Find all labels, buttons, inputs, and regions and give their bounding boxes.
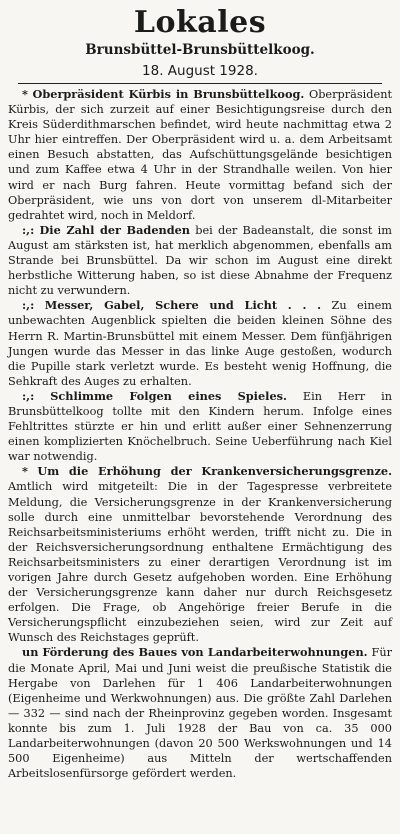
article-headline: Förderung des Baues von Landarbeiterwohnungen. (42, 645, 368, 660)
article-marker: :,: (22, 222, 35, 237)
article-marker: :,: (22, 388, 35, 403)
article-headline: Die Zahl der Badenden (39, 222, 191, 237)
article-body: Für die Monate April, Mai und Juni weist die preußische Statistik die Hergabe von Darlehen für 1 406 Landarbeiterwohnungen (Eigenheime und Werkwohnungen) aus. Die größte Zahl Darlehen — 332 — sind nach der Rheinprovinz gegeben worden. Insgesamt konnte bis zum 1. Juli 1928 der Bau von ca. 35 000 Landarbeiterwohnungen (davon 20 500 Werkswohnungen und 14 500 Eigenheime) aus Mitteln der wertschaffenden Arbeitslosenfürsorge gefördert werden. (8, 646, 393, 781)
article-body: Amtlich wird mitgeteilt: Die in der Tagespresse verbreitete Meldung, die Versicherungsgrenze in der Krankenversicherung solle durch eine unmittelbar bevorstehende Verordnung des Reichsarbeitsministeriums erhöht werden, trifft nicht zu. Die in der Reichsversicherungsordnung enthaltene Ermächtigung des Reichsarbeitsministers zu einer derartigen Verordnung ist im vorigen Jahre durch Gesetz aufgehoben worden. Eine Erhöhung der Versicherungsgrenze kann daher nur durch Reichsgesetz erfolgen. Die Frage, ob Angehörige freier Berufe in die Versicherungspflicht einzubeziehen seien, wird zur Zeit auf Wunsch des Reichstages geprüft. (8, 480, 392, 645)
article-headline: Um die Erhöhung der Krankenversicherungsgrenze. (37, 464, 392, 479)
article-marker: :,: (22, 298, 35, 313)
article-body: Ein Herr in Brunsbüttelkoog tollte mit den Kindern herum. Infolge eines Fehltrittes stürzte er hin und erlitt außer einer Sehnenzerrung einen komplizierten Knöchelbruch. Seine Ueberführung nach Kiel war notwendig. (8, 389, 392, 464)
article-headline: Schlimme Folgen eines Spieles. (50, 388, 287, 403)
article-marker: un (22, 645, 39, 660)
article-body: Oberpräsident Kürbis, der sich zurzeit auf einer Besichtigungsreise durch den Kreis Süderdithmarschen befindet, wird heute nachmittag etwa 2 Uhr hier eintreffen. Der Oberpräsident wird u. a. dem Arbeitsamt einen Besuch abstatten, das Aufschüttungsgelände besichtigen und zum Kaffee etwa 4 Uhr in der Strandhalle weilen. Von hier wird er nach Burg fahren. Heute vormittag befand sich der Oberpräsident, wie uns von dort von unserem dl-Mitarbeiter gedrahtet wird, noch in Meldorf. (8, 88, 393, 222)
article-headline: Messer, Gabel, Schere und Licht . . . (44, 298, 322, 313)
article-spiel (8, 389, 392, 464)
article-body: Zu einem unbewachten Augenblick spielten die beiden kleinen Söhne des Herrn R. Martin-Brunsbüttel mit einem Messer. Dem fünfjährigen Jungen wurde das Messer in das linke Auge gestoßen, wodurch die Pupille stark verletzt wurde. Es besteht wenig Hoffnung, die Sehkraft des Auges zu erhalten. (8, 299, 392, 388)
article-headline: Oberpräsident Kürbis in Brunsbüttelkoog. (32, 87, 305, 101)
article-badende (8, 223, 392, 298)
article-marker: * (22, 464, 28, 479)
issue-date: 18. August 1928. (142, 63, 258, 79)
article-oberpraesident (8, 87, 392, 223)
header-divider (18, 83, 382, 84)
locality-subtitle: Brunsbüttel-Brunsbüttelkoog. (85, 42, 315, 58)
section-masthead (8, 6, 392, 80)
article-krankenversicherung (8, 464, 392, 645)
article-column (8, 87, 392, 781)
article-body: bei der Badeanstalt, die sonst im August am stärksten ist, hat merklich abgenommen, ebenfalls am Strande bei Brunsbüttel. Da wir schon im August eine direkt herbstliche Witterung haben, so ist diese Abnahme der Frequenz nicht zu verwundern. (8, 223, 393, 298)
article-marker: * (22, 87, 28, 101)
article-landarbeiterwohnungen (8, 645, 392, 781)
section-title: Lokales (133, 5, 267, 40)
article-messer (8, 298, 392, 389)
